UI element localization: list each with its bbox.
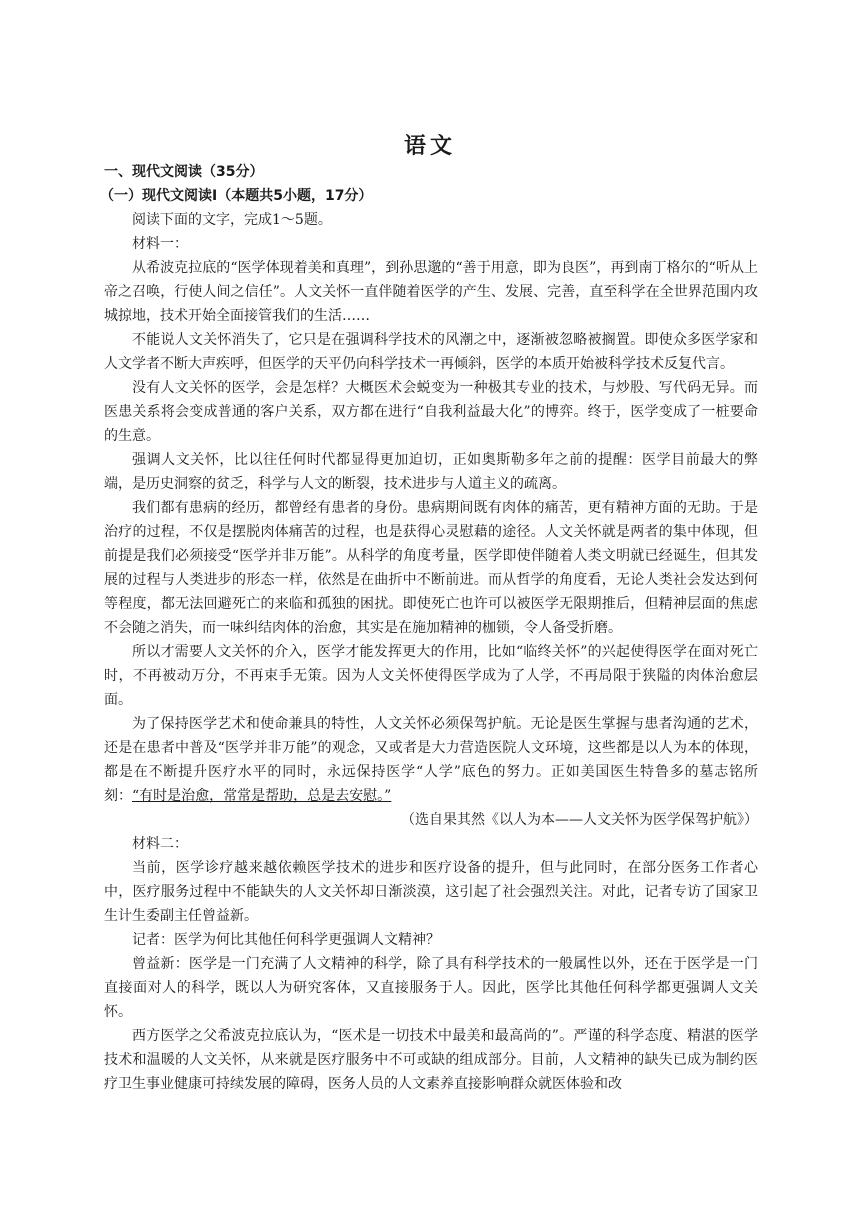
paragraph bbox=[104, 712, 758, 808]
document-title: 语文 bbox=[403, 133, 456, 159]
material-label: 材料一： bbox=[132, 236, 188, 252]
paragraph: 记者：医学为何比其他任何科学更强调人文精神？ bbox=[132, 932, 440, 948]
paragraph: 所以才需要人文关怀的介入，医学才能发挥更大的作用，比如“临终关怀”的兴起使得医学在面对死亡时，不再被动万分，不再束手无策。因为人文关怀使得医学成为了人学，不再局限于狭隘的肉体治愈层面。 bbox=[104, 644, 758, 708]
paragraph: 当前，医学诊疗越来越依赖医学技术的进步和医疗设备的提升，但与此同时，在部分医务工作者心中，医疗服务过程中不能缺失的人文关怀却日渐淡漠，这引起了社会强烈关注。对此，记者专访了国家卫生计生委副主任曾益新。 bbox=[104, 860, 758, 924]
material-label: 材料二： bbox=[132, 836, 188, 852]
subsection-heading: （一）现代文阅读Ⅰ（本题共5小题，17分） bbox=[100, 188, 373, 204]
instruction-text: 阅读下面的文字，完成1～5题。 bbox=[132, 212, 332, 228]
paragraph: 强调人文关怀，比以往任何时代都显得更加迫切，正如奥斯勒多年之前的提醒：医学目前最大的弊端，是历史洞察的贫乏，科学与人文的断裂，技术进步与人道主义的疏离。 bbox=[104, 452, 758, 492]
paragraph: 没有人文关怀的医学，会是怎样？大概医术会蜕变为一种极其专业的技术，与炒股、写代码无异。而医患关系将会变成普通的客户关系，双方都在进行“自我利益最大化”的博弈。终于，医学变成了一桩要命的生意。 bbox=[104, 380, 758, 444]
paragraph: 不能说人文关怀消失了，它只是在强调科学技术的风潮之中，逐渐被忽略被搁置。即使众多医学家和人文学者不断大声疾呼，但医学的天平仍向科学技术一再倾斜，医学的本质开始被科学技术反复代言。 bbox=[104, 332, 758, 372]
document-body bbox=[100, 160, 758, 1096]
epitaph-quote: “有时是治愈，常常是帮助，总是去安慰。” bbox=[132, 788, 392, 804]
paragraph: 我们都有患病的经历，都曾经有患者的身份。患病期间既有肉体的痛苦，更有精神方面的无助。于是治疗的过程，不仅是摆脱肉体痛苦的过程，也是获得心灵慰藉的途径。人文关怀就是两者的集中体现，但前提是我们必须接受“医学并非万能”。从科学的角度考量，医学即使伴随着人类文明就已经诞生，但其发展的过程与人类进步的形态一样，依然是在曲折中不断前进。而从哲学的角度看，无论人类社会发达到何等程度，都无法回避死亡的来临和孤独的困扰。即使死亡也许可以被医学无限期推后，但精神层面的焦虑不会随之消失，而一味纠结肉体的治愈，其实是在施加精神的枷锁，令人备受折磨。 bbox=[104, 500, 758, 636]
paragraph: 西方医学之父希波克拉底认为，“医术是一切技术中最美和最高尚的”。严谨的科学态度、精湛的医学技术和温暖的人文关怀，从来就是医疗服务中不可或缺的组成部分。目前，人文精神的缺失已成为制约医疗卫生事业健康可持续发展的障碍，医务人员的人文素养直接影响群众就医体验和改 bbox=[104, 1028, 758, 1092]
source-citation: （选自果其然《以人为本——人文关怀为医学保驾护航》） bbox=[401, 812, 758, 828]
paragraph: 从希波克拉底的“医学体现着美和真理”，到孙思邈的“善于用意，即为良医”，再到南丁格尔的“听从上帝之召唤，行使人间之信任”。人文关怀一直伴随着医学的产生、发展、完善，直至科学在全世界范围内攻城掠地，技术开始全面接管我们的生活…… bbox=[104, 260, 758, 324]
section-heading: 一、现代文阅读（35分） bbox=[104, 164, 264, 180]
paragraph-text: 为了保持医学艺术和使命兼具的特性，人文关怀必须保驾护航。无论是医生掌握与患者沟通的艺术，还是在患者中普及“医学并非万能”的观念，又或者是大力营造医院人文环境，这些都是以人为本的体现，都是在不断提升医疗水平的同时，永远保持医学“人学”底色的努力。正如美国医生特鲁多的墓志铭所刻： bbox=[104, 716, 758, 804]
paragraph: 曾益新：医学是一门充满了人文精神的科学，除了具有科学技术的一般属性以外，还在于医学是一门直接面对人的科学，既以人为研究客体，又直接服务于人。因此，医学比其他任何科学都更强调人文关怀。 bbox=[104, 956, 758, 1020]
